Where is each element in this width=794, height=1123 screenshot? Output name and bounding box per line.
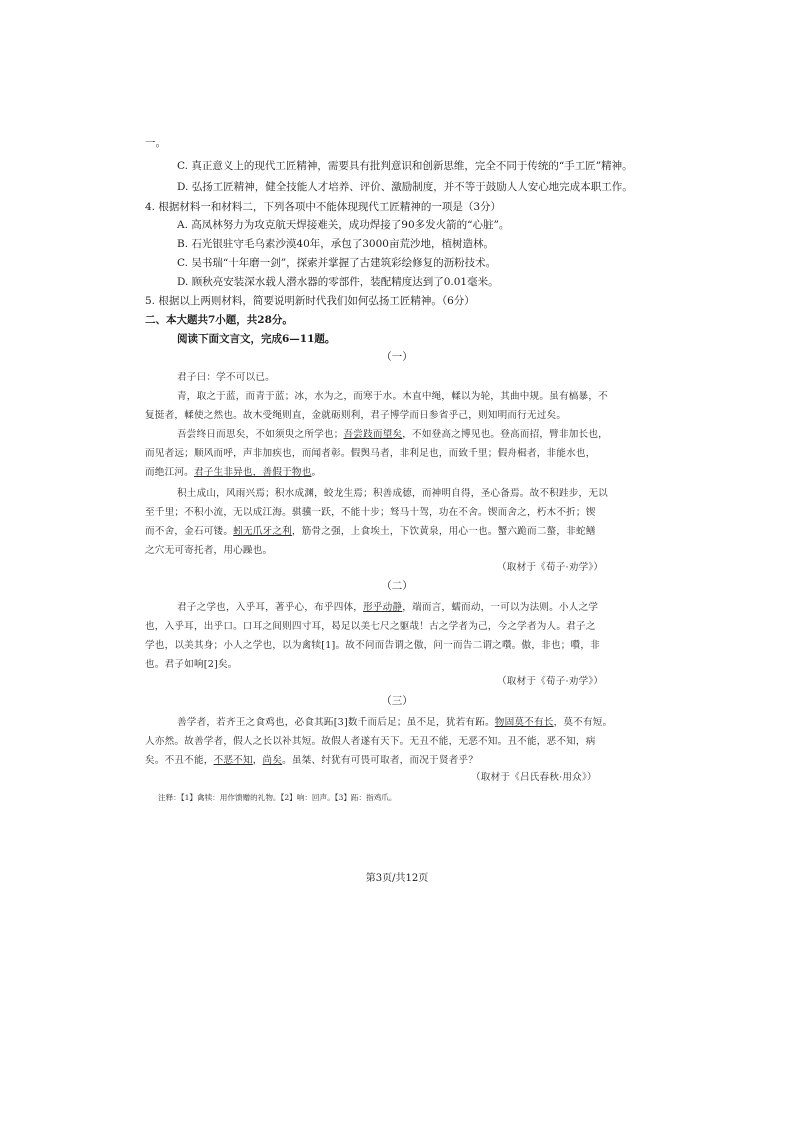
passage-1-line: [177, 428, 608, 442]
passage-3-text: ，: [252, 755, 263, 766]
passage-1-text: 。: [311, 467, 322, 478]
passage-2-line: 学也，以美其身；小人之学也，以为禽犊[1]。故不问而告谓之傲，问一而告二谓之囋。傲，非也；囋，非: [145, 640, 600, 651]
question-4-option-c: C. 吴书瑞“十年磨一剑”，探索并掌握了古建筑彩绘修复的沥粉技术。: [177, 257, 497, 269]
question-5: 5. 根据以上两则材料，简要说明新时代我们如何弘扬工匠精神。（6分）: [145, 295, 475, 307]
passage-3-text: 善学者，若齐王之食鸡也，必食其跖[3]数千而后足；虽不足，犹若有跖。: [177, 717, 495, 728]
passage-2-text: ，端而言，蠕而动，一可以为法则。小人之学: [402, 602, 599, 613]
passage-3-line: [145, 754, 478, 768]
section-2-instruction: 阅读下面文言文，完成6—11题。: [177, 333, 336, 345]
passage-1-line: 君子曰：学不可以已。: [177, 372, 275, 383]
question-4-option-a: A. 高凤林努力为攻克航天焊接难关，成功焊接了90多发火箭的“心脏”。: [177, 219, 510, 231]
passage-2-line: [177, 601, 598, 615]
passage-3-source: （取材于《吕氏春秋·用众》）: [471, 772, 597, 783]
passage-2-line: 也。君子如响[2]矣。: [145, 659, 238, 670]
passage-3-text: 。虽桀、纣犹有可畏可取者，而况于贤者乎？: [282, 755, 479, 766]
annotation-notes: 注释：【1】禽犊：用作馈赠的礼物。【2】响：回声。【3】跖：指鸡爪。: [158, 793, 397, 802]
passage-1-text: ，不如登高之博见也。登高而招，臂非加长也，: [402, 429, 608, 440]
passage-1-text: 吾尝终日而思矣，不如须臾之所学也；: [177, 429, 344, 440]
underlined-phrase: 尚矣: [262, 755, 283, 766]
section-2-heading: 二、本大题共7小题，共28分。: [145, 314, 293, 326]
passage-3-line: 人亦然。故善学者，假人之长以补其短。故假人者遂有天下。无丑不能，无恶不知。丑不能，恶不知，病: [145, 736, 596, 747]
passage-1-line: [145, 466, 321, 480]
passage-1-text: 而绝江河。: [145, 467, 194, 478]
underlined-sentence: 物固莫不有长: [494, 717, 554, 728]
passage-1-line: 之穴无可寄托者，用心躁也。: [145, 545, 273, 556]
passage-1-line: 积土成山，风雨兴焉；积水成渊，蛟龙生焉；积善成德，而神明自得，圣心备焉。故不积跬步，无以: [177, 488, 608, 499]
passage-2-text: 君子之学也，入乎耳，著乎心，布乎四体，: [177, 602, 364, 613]
passage-1-line: 复挺者，輮使之然也。故木受绳则直，金就砺则利，君子博学而日参省乎己，则知明而行无过矣。: [145, 410, 567, 421]
underlined-sentence: 君子生非异也，善假于物也: [193, 467, 312, 478]
passage-1-source: （取材于《荀子·劝学》）: [497, 562, 604, 573]
passage-2-source: （取材于《荀子·劝学》）: [497, 676, 604, 687]
passage-1-line: 而见者远；顺风而呼，声非加疾也，而闻者彰。假舆马者，非利足也，而致千里；假舟楫者，非能水也，: [145, 448, 596, 459]
passage-2-marker: （二）: [381, 580, 413, 592]
passage-1-marker: （一）: [381, 351, 413, 363]
underlined-phrase: 形乎动静: [363, 602, 403, 613]
underlined-phrase: 不恶不知: [213, 755, 253, 766]
passage-1-line: 青，取之于蓝，而青于蓝；冰，水为之，而寒于水。木直中绳，輮以为轮，其曲中规。虽有槁暴，不: [177, 391, 608, 402]
question-4-option-d: D. 顾秋亮安装深水载人潜水器的零部件，装配精度达到了0.01毫米。: [177, 276, 499, 288]
passage-1-text: 而不舍，金石可镂。: [145, 526, 234, 537]
continued-text: 一。: [145, 137, 166, 149]
option-c-q3: C. 真正意义上的现代工匠精神，需要具有批判意识和创新思维，完全不同于传统的“手工匠”精神。: [177, 160, 633, 172]
question-4-option-b: B. 石光银驻守毛乌素沙漠40年，承包了3000亩荒沙地，植树造林。: [177, 238, 494, 250]
passage-1-line: [145, 525, 596, 539]
passage-1-line: 至千里；不积小流，无以成江海。骐骥一跃，不能十步；驽马十驾，功在不舍。锲而舍之，朽木不折；锲: [145, 507, 596, 518]
underlined-sentence: 吾尝跂而望矣: [343, 429, 403, 440]
passage-3-text: 矣。不丑不能，: [145, 755, 214, 766]
option-d-q3: D. 弘扬工匠精神，健全技能人才培养、评价、激励制度，并不等于鼓励人人安心地完成本职工作。: [177, 181, 633, 193]
passage-1-text: ，筋骨之强，上食埃土，下饮黄泉，用心一也。蟹六跪而二螯，非蛇鳝: [291, 526, 596, 537]
question-4-stem: 4. 根据材料一和材料二，下列各项中不能体现现代工匠精神的一项是（3分）: [145, 201, 502, 213]
underlined-sentence: 蚓无爪牙之利: [233, 526, 292, 537]
passage-2-line: 也，入乎耳，出乎口。口耳之间则四寸耳，曷足以美七尺之躯哉！古之学者为己，今之学者为人。君子之: [145, 621, 596, 632]
passage-3-marker: （三）: [381, 695, 413, 707]
page-number: 第3页/共12页: [365, 873, 429, 884]
passage-3-text: ，莫不有短。: [553, 717, 613, 728]
passage-3-line: [177, 716, 612, 730]
